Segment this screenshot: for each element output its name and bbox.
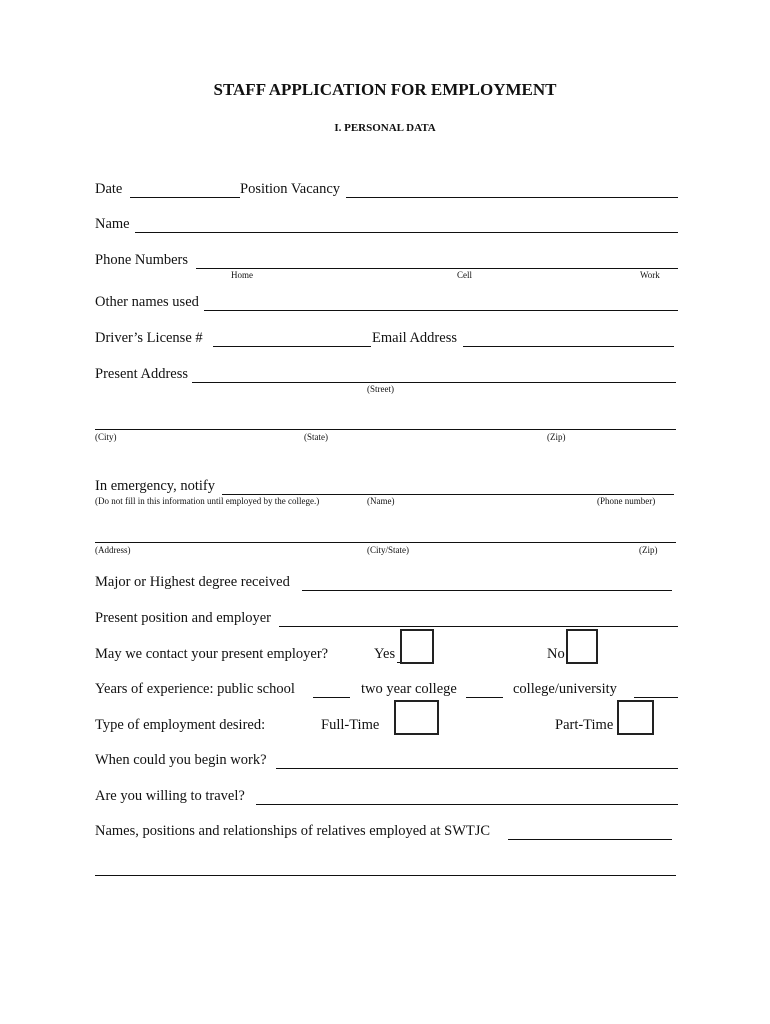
drivers-license-field[interactable] — [213, 346, 371, 347]
position-employer-label: Present position and employer — [95, 610, 271, 626]
city-caption: (City) — [95, 432, 117, 442]
street-field[interactable] — [192, 382, 676, 383]
form-title: STAFF APPLICATION FOR EMPLOYMENT — [213, 80, 557, 99]
emergency-address-field[interactable] — [95, 542, 676, 543]
full-time-label: Full-Time — [321, 717, 380, 733]
emergency-name-caption: (Name) — [367, 496, 395, 506]
other-names-field[interactable] — [204, 310, 678, 311]
emergency-citystate-caption: (City/State) — [367, 545, 409, 555]
phone-numbers-field[interactable] — [196, 268, 678, 269]
yes-label: Yes — [374, 646, 396, 662]
name-field[interactable] — [135, 232, 678, 233]
experience-two-year-label: two year college — [361, 681, 457, 697]
full-time-checkbox[interactable] — [394, 700, 439, 735]
street-caption: (Street) — [367, 384, 394, 394]
part-time-checkbox[interactable] — [617, 700, 654, 735]
position-vacancy-field[interactable] — [346, 197, 678, 198]
email-label: Email Address — [372, 330, 457, 346]
travel-field[interactable] — [256, 804, 678, 805]
phone-work-caption: Work — [640, 270, 660, 280]
name-label: Name — [95, 216, 130, 232]
degree-field[interactable] — [302, 590, 672, 591]
travel-label: Are you willing to travel? — [95, 788, 245, 804]
drivers-license-label: Driver’s License # — [95, 330, 203, 346]
experience-public-field[interactable] — [313, 697, 350, 698]
email-field[interactable] — [463, 346, 674, 347]
emergency-note: (Do not fill in this information until employed by the college.) — [95, 496, 320, 506]
phone-home-caption: Home — [231, 270, 253, 280]
no-label: No — [547, 646, 565, 662]
experience-university-field[interactable] — [634, 697, 678, 698]
contact-employer-label: May we contact your present employer? — [95, 646, 329, 662]
begin-work-label: When could you begin work? — [95, 752, 267, 768]
no-checkbox[interactable] — [566, 629, 598, 664]
emergency-phone-caption: (Phone number) — [597, 496, 656, 506]
emergency-address-caption: (Address) — [95, 545, 131, 555]
city-state-zip-field[interactable] — [95, 429, 676, 430]
present-address-label: Present Address — [95, 366, 189, 382]
phone-cell-caption: Cell — [457, 270, 472, 280]
relatives-field[interactable] — [508, 839, 672, 840]
state-caption: (State) — [304, 432, 328, 442]
relatives-label: Names, positions and relationships of relatives employed at SWTJC — [95, 823, 491, 839]
zip-caption: (Zip) — [547, 432, 566, 442]
experience-public-label: Years of experience: public school — [95, 681, 295, 697]
emergency-zip-caption: (Zip) — [639, 545, 658, 555]
degree-label: Major or Highest degree received — [95, 574, 290, 590]
position-employer-field[interactable] — [279, 626, 678, 627]
other-names-label: Other names used — [95, 294, 199, 310]
emergency-label: In emergency, notify — [95, 478, 215, 494]
employment-type-label: Type of employment desired: — [95, 717, 266, 733]
date-label: Date — [95, 181, 123, 197]
phone-numbers-label: Phone Numbers — [95, 252, 189, 268]
experience-university-label: college/university — [513, 681, 617, 697]
position-vacancy-label: Position Vacancy — [240, 181, 341, 197]
section-heading: I. PERSONAL DATA — [334, 122, 436, 134]
emergency-contact-field[interactable] — [222, 494, 674, 495]
relatives-field-continued[interactable] — [95, 875, 676, 876]
yes-checkbox[interactable] — [400, 629, 434, 664]
begin-work-field[interactable] — [276, 768, 678, 769]
experience-two-year-field[interactable] — [466, 697, 503, 698]
date-field[interactable] — [130, 197, 240, 198]
part-time-label: Part-Time — [555, 717, 614, 733]
